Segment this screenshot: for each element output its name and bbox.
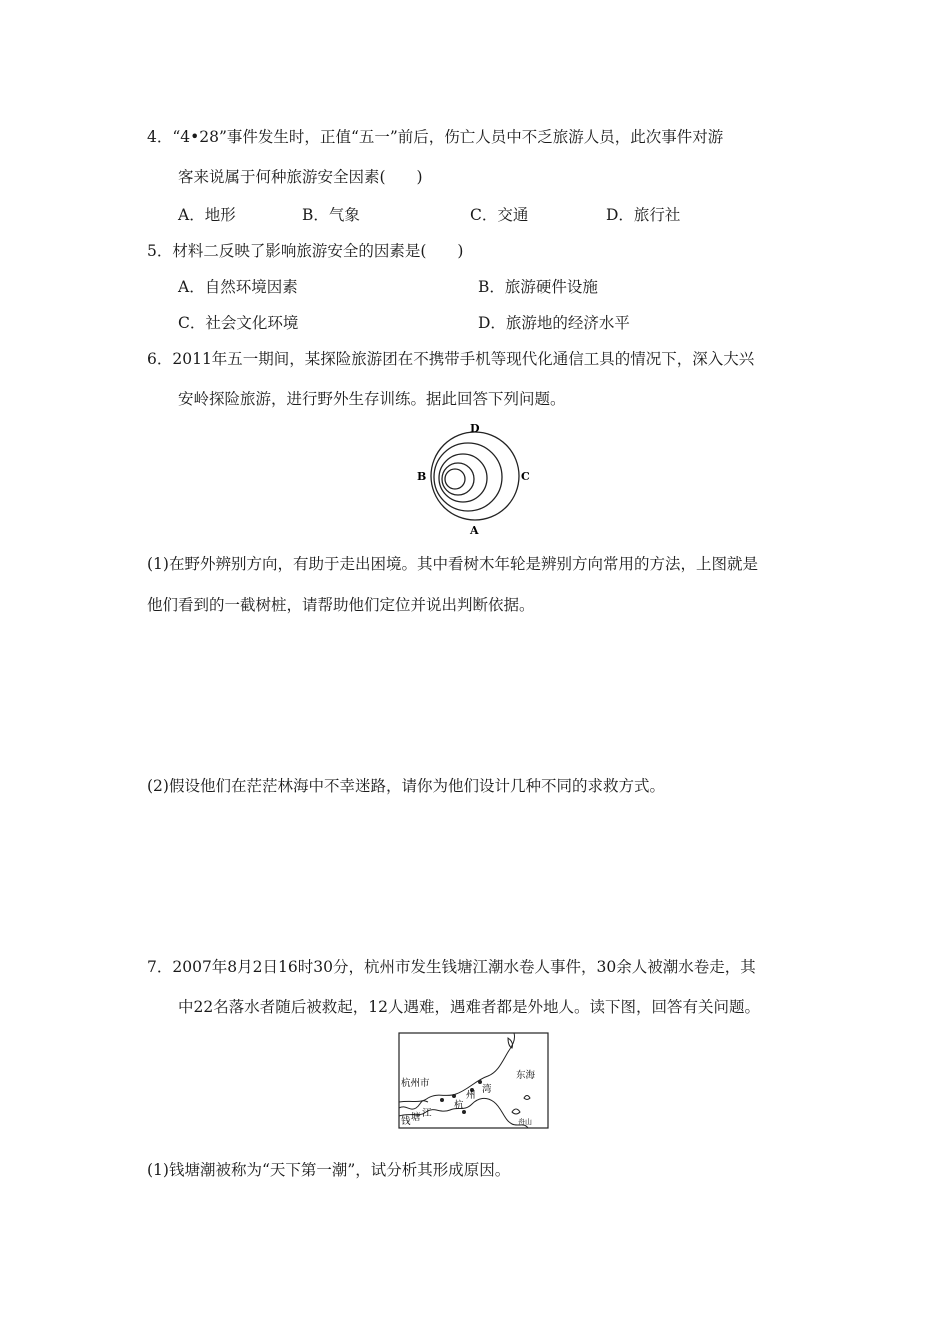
ring-label-b: B [417,470,427,483]
map-label-hang: 杭 [454,1100,464,1111]
q6-stem-line1: 6．2011年五一期间，某探险旅游团在不携带手机等现代化通信工具的情况下，深入大兴 [147,350,755,368]
q6-sub1-line2: 他们看到的一截树桩，请帮助他们定位并说出判断依据。 [147,596,535,614]
q6-stem-line2: 安岭探险旅游，进行野外生存训练。据此回答下列问题。 [178,390,566,408]
q6-sub2: (2)假设他们在茫茫林海中不幸迷路，请你为他们设计几种不同的求救方式。 [147,777,665,795]
tree-ring-3 [434,443,502,511]
ring-label-d: D [470,422,480,435]
city-dot-2 [452,1094,456,1098]
city-dot-hangzhou [440,1098,444,1102]
ring-label-c: C [521,470,530,483]
map-label-wan: 湾 [482,1084,492,1095]
q4-option-d: D．旅行社 [606,206,681,224]
map-label-island: 舟山 [518,1118,532,1126]
q4-option-c: C．交通 [470,206,529,224]
q5-option-a: A．自然环境因素 [178,278,298,296]
q5-option-c: C．社会文化环境 [178,314,299,332]
tree-ring-1 [442,463,474,495]
q4-stem-line1: 4．“4•28”事件发生时，正值“五一”前后，伤亡人员中不乏旅游人员，此次事件对游 [147,128,724,146]
q6-sub1-line1: (1)在野外辨别方向，有助于走出困境。其中看树木年轮是辨别方向常用的方法，上图就是 [147,555,758,573]
map-label-zhou: 州 [466,1090,476,1101]
map-label-jiang: 江 [422,1108,432,1119]
q5-stem: 5．材料二反映了影响旅游安全的因素是( ) [147,242,464,260]
map-label-tang: 塘 [411,1112,421,1123]
map-label-qian: 钱 [401,1116,411,1127]
q7-stem-line2: 中22名落水者随后被救起，12人遇难，遇难者都是外地人。读下图，回答有关问题。 [178,998,760,1016]
hangzhou-bay-map [398,1032,550,1132]
map-label-city: 杭州市 [401,1078,430,1089]
q4-option-a: A．地形 [178,206,236,224]
q5-option-b: B．旅游硬件设施 [478,278,598,296]
tree-ring-core [445,469,465,489]
tree-ring-figure [410,420,540,540]
q7-stem-line1: 7．2007年8月2日16时30分，杭州市发生钱塘江潮水卷人事件，30余人被潮水卷走，其 [147,958,756,976]
q5-option-d: D．旅游地的经济水平 [478,314,630,332]
map-label-sea: 东海 [516,1070,536,1081]
tree-ring-outer [431,432,519,520]
ring-label-a: A [470,524,479,537]
q4-stem-line2: 客来说属于何种旅游安全因素( ) [178,168,423,186]
q7-sub1: (1)钱塘潮被称为“天下第一潮”，试分析其形成原因。 [147,1161,511,1179]
q4-option-b: B．气象 [302,206,360,224]
